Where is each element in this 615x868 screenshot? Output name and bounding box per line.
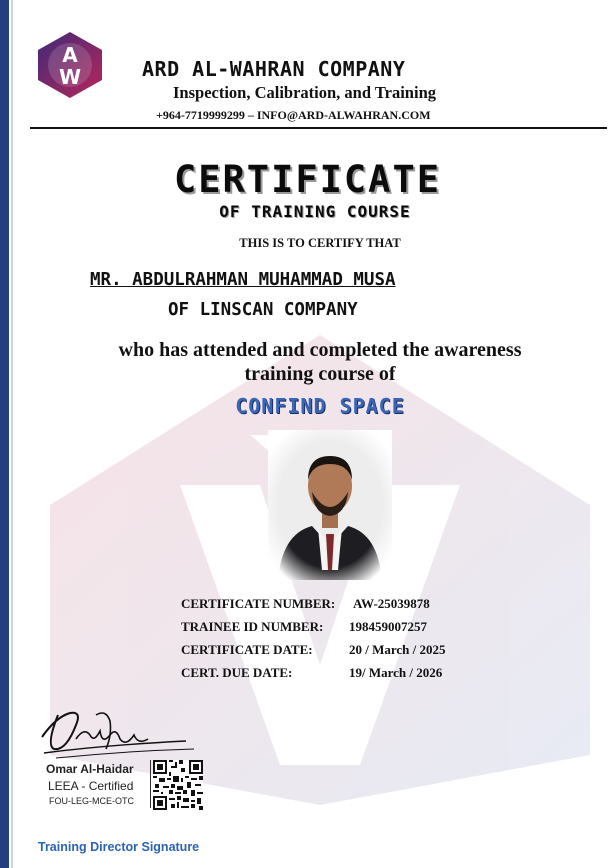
handwritten-signature xyxy=(36,705,196,763)
certify-intro: THIS IS TO CERTIFY THAT xyxy=(239,236,401,250)
logo-letter-w: W xyxy=(58,65,82,89)
trainee-organization: OF LINSCAN COMPANY xyxy=(168,300,358,320)
detail-label: CERTIFICATE NUMBER: xyxy=(181,596,336,611)
signatory-code: FOU-LEG-MCE-OTC xyxy=(49,796,134,806)
header-divider xyxy=(30,127,607,129)
logo-letter-a: A xyxy=(62,43,78,67)
completion-statement xyxy=(0,338,615,386)
company-tagline: Inspection, Calibration, and Training xyxy=(173,83,436,102)
trainee-photo xyxy=(268,430,392,580)
signature-divider xyxy=(150,760,151,808)
detail-value: 198459007257 xyxy=(349,619,427,634)
left-border-line xyxy=(11,0,13,868)
detail-value: AW-25039878 xyxy=(353,596,430,611)
qr-code-icon xyxy=(153,760,203,810)
signatory-certification: LEEA - Certified xyxy=(48,779,134,793)
detail-label: TRAINEE ID NUMBER: xyxy=(181,619,324,634)
detail-value: 19/ March / 2026 xyxy=(349,665,443,680)
signature-caption: Training Director Signature xyxy=(38,840,200,854)
course-name: CONFIND SPACE xyxy=(235,394,405,418)
signatory-name: Omar Al-Haidar xyxy=(46,762,134,776)
company-contact: +964-7719999299 – INFO@ARD-ALWAHRAN.COM xyxy=(156,108,431,122)
statement-line-2: training course of xyxy=(244,363,396,385)
detail-value: 20 / March / 2025 xyxy=(349,642,446,657)
trainee-name: MR. ABDULRAHMAN MUHAMMAD MUSA xyxy=(90,270,396,290)
statement-line-1: who has attended and completed the awareness xyxy=(118,339,522,361)
left-border-bar xyxy=(0,0,9,868)
certificate-subtitle: OF TRAINING COURSE xyxy=(219,202,411,221)
certificate-title: CERTIFICATE xyxy=(173,158,442,201)
detail-label: CERTIFICATE DATE: xyxy=(181,642,313,657)
detail-label: CERT. DUE DATE: xyxy=(181,665,293,680)
company-name: ARD AL-WAHRAN COMPANY xyxy=(142,57,406,81)
aw-logo-icon xyxy=(34,30,106,100)
